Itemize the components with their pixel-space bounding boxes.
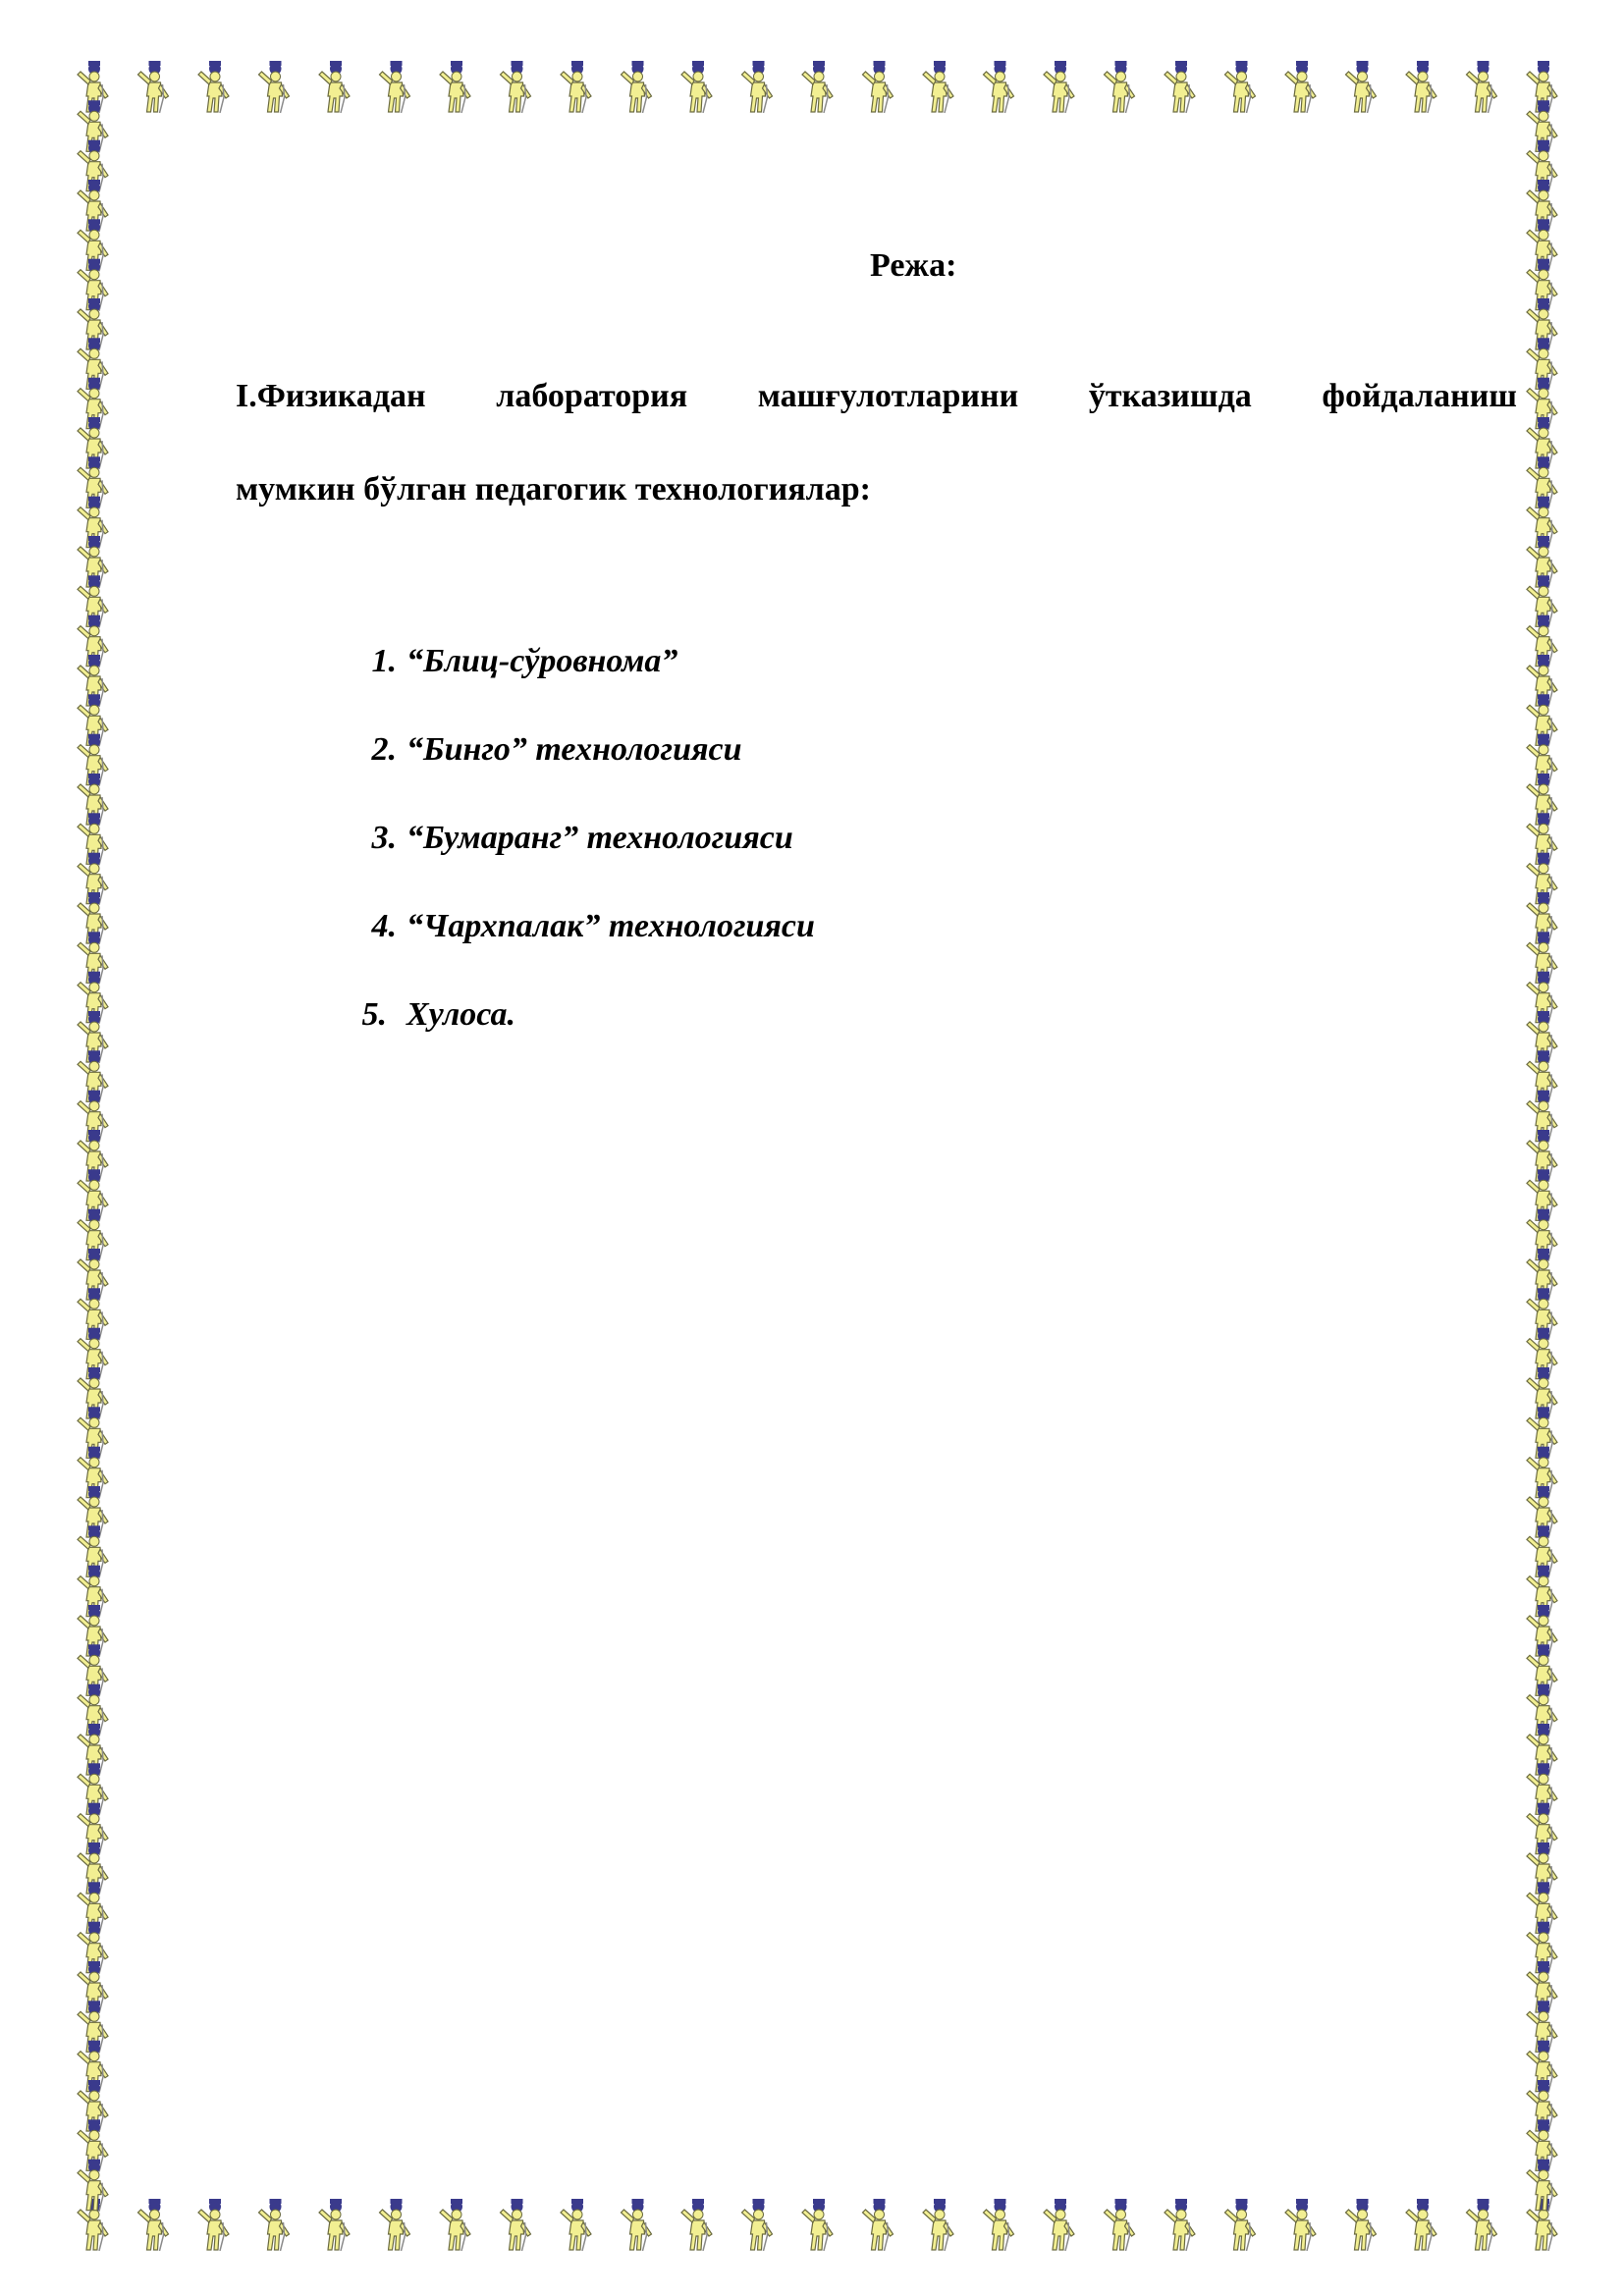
figure-icon	[1285, 2199, 1316, 2251]
figure-icon	[440, 2199, 470, 2251]
figure-icon	[1164, 61, 1195, 113]
figure-icon	[1105, 2199, 1135, 2251]
figure-icon	[1044, 2199, 1074, 2251]
figure-icon	[863, 61, 893, 113]
figure-icon	[1164, 2199, 1195, 2251]
plan-item-text: “Бумаранг” технологияси	[406, 820, 793, 856]
figure-icon	[319, 2199, 350, 2251]
figure-icon	[1467, 61, 1497, 113]
figure-icon	[78, 2199, 108, 2251]
plan-item-3	[346, 819, 815, 907]
figure-icon	[622, 2199, 652, 2251]
figure-icon	[984, 2199, 1014, 2251]
figure-icon	[1346, 61, 1377, 113]
figure-icon	[380, 2199, 410, 2251]
figure-icon	[863, 2199, 893, 2251]
figure-icon	[1105, 61, 1135, 113]
figure-icon	[802, 2199, 833, 2251]
figure-icon	[380, 61, 410, 113]
plan-item-text: Хулоса.	[406, 996, 516, 1033]
plan-item-number: 5.	[361, 996, 387, 1033]
figure-icon	[1285, 61, 1316, 113]
figure-icon	[138, 2199, 169, 2251]
figure-icon	[1467, 2199, 1497, 2251]
figure-icon	[742, 2199, 773, 2251]
figure-icon	[561, 2199, 591, 2251]
figure-icon	[138, 61, 169, 113]
figure-icon	[923, 2199, 953, 2251]
section-heading-line-2: мумкин бўлган педагогик технологиялар:	[236, 471, 871, 507]
plan-item-2	[346, 730, 815, 819]
plan-list	[346, 642, 815, 1084]
figure-icon	[501, 2199, 531, 2251]
figure-icon	[198, 61, 229, 113]
figure-icon	[622, 61, 652, 113]
section-heading-line-1: I.Физикадан лаборатория машғулотларини ўтказишда фойдаланиш	[236, 378, 1517, 414]
figure-icon	[681, 61, 712, 113]
page-title: Режа:	[870, 247, 957, 284]
figure-icon	[1527, 2199, 1557, 2251]
figure-icon	[501, 61, 531, 113]
plan-item-number: 3.	[371, 820, 397, 856]
figure-icon	[984, 61, 1014, 113]
plan-item-text: “Блиц-сўровнома”	[406, 643, 678, 679]
figure-icon	[259, 61, 290, 113]
plan-item-number: 4.	[371, 908, 397, 944]
plan-item-text: “Бинго” технологияси	[406, 731, 742, 768]
plan-item-1	[346, 642, 815, 730]
figure-icon	[742, 61, 773, 113]
figure-icon	[561, 61, 591, 113]
figure-icon	[802, 61, 833, 113]
figure-icon	[681, 2199, 712, 2251]
figure-icon	[198, 2199, 229, 2251]
plan-item-text: “Чархпалак” технологияси	[406, 908, 815, 944]
section-heading	[236, 378, 1517, 508]
figure-icon	[259, 2199, 290, 2251]
plan-item-number: 1.	[371, 643, 397, 679]
figure-icon	[1406, 61, 1436, 113]
figure-icon	[1225, 2199, 1256, 2251]
figure-icon	[1346, 2199, 1377, 2251]
figure-icon	[319, 61, 350, 113]
plan-item-4	[346, 907, 815, 995]
figure-icon	[440, 61, 470, 113]
plan-item-5	[346, 995, 815, 1084]
plan-item-number: 2.	[371, 731, 397, 768]
figure-icon	[1225, 61, 1256, 113]
figure-icon	[1406, 2199, 1436, 2251]
figure-icon	[1044, 61, 1074, 113]
figure-icon	[923, 61, 953, 113]
